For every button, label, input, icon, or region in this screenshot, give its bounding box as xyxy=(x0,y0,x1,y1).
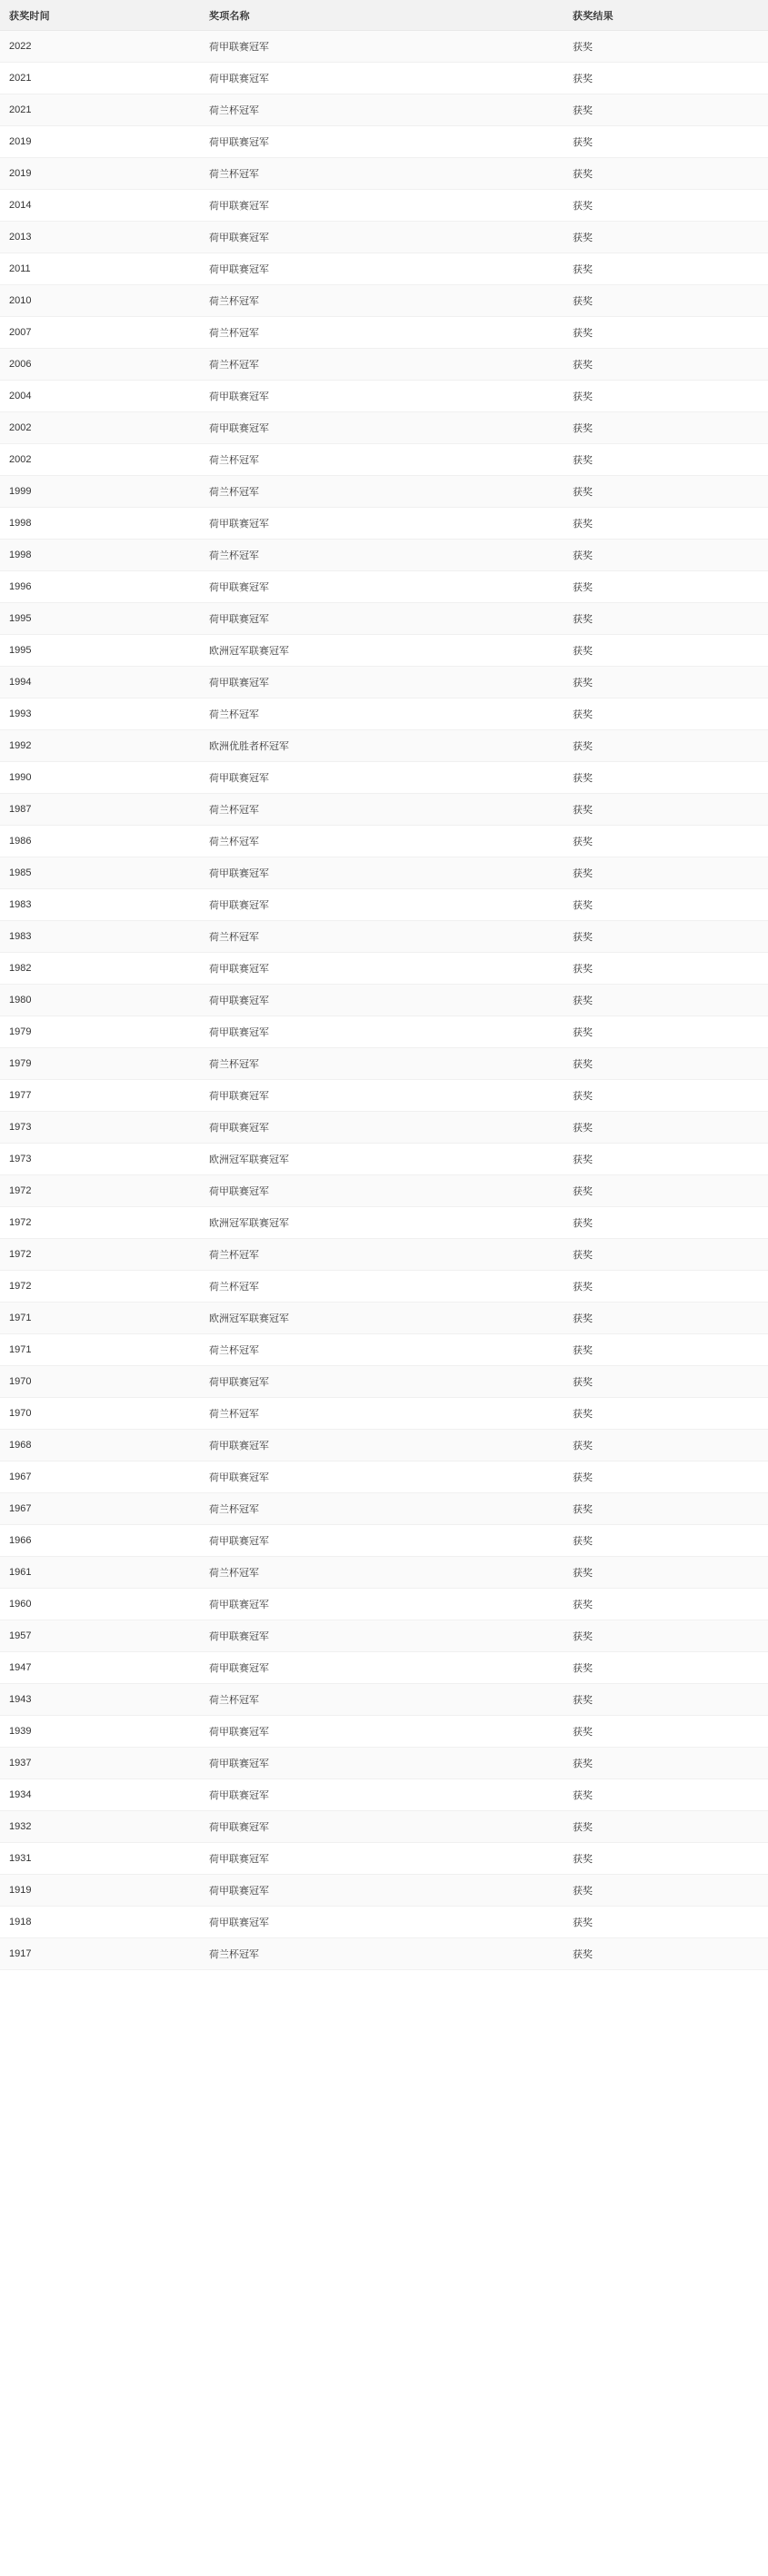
table-row xyxy=(0,158,768,190)
award-result-cell: 获奖 xyxy=(564,126,768,158)
award-time-cell: 1972 xyxy=(0,1271,200,1303)
award-name-cell: 荷兰杯冠军 xyxy=(200,1557,564,1589)
award-time-cell: 1970 xyxy=(0,1366,200,1398)
award-name-cell: 荷甲联赛冠军 xyxy=(200,953,564,985)
award-name-cell: 荷兰杯冠军 xyxy=(200,1493,564,1525)
award-name-cell: 荷甲联赛冠军 xyxy=(200,857,564,889)
table-row xyxy=(0,381,768,412)
award-name-cell: 荷甲联赛冠军 xyxy=(200,1175,564,1207)
award-result-cell: 获奖 xyxy=(564,1366,768,1398)
award-name-cell: 荷甲联赛冠军 xyxy=(200,1652,564,1684)
award-name-cell: 荷甲联赛冠军 xyxy=(200,1016,564,1048)
table-row xyxy=(0,1334,768,1366)
award-name-cell: 荷兰杯冠军 xyxy=(200,317,564,349)
award-time-cell: 1998 xyxy=(0,540,200,571)
award-name-cell: 荷甲联赛冠军 xyxy=(200,762,564,794)
award-time-cell: 1980 xyxy=(0,985,200,1016)
column-header-award-result: 获奖结果 xyxy=(564,0,768,31)
table-row xyxy=(0,31,768,63)
table-row xyxy=(0,1811,768,1843)
award-time-cell: 1966 xyxy=(0,1525,200,1557)
award-name-cell: 荷甲联赛冠军 xyxy=(200,667,564,698)
award-result-cell: 获奖 xyxy=(564,540,768,571)
award-result-cell: 获奖 xyxy=(564,1207,768,1239)
award-time-cell: 1939 xyxy=(0,1716,200,1748)
table-row xyxy=(0,698,768,730)
table-row xyxy=(0,1048,768,1080)
award-name-cell: 荷甲联赛冠军 xyxy=(200,1779,564,1811)
award-name-cell: 荷兰杯冠军 xyxy=(200,1938,564,1970)
table-row xyxy=(0,1175,768,1207)
award-name-cell: 荷甲联赛冠军 xyxy=(200,1716,564,1748)
table-row xyxy=(0,1684,768,1716)
column-header-award-name: 奖项名称 xyxy=(200,0,564,31)
award-time-cell: 1934 xyxy=(0,1779,200,1811)
award-result-cell: 获奖 xyxy=(564,826,768,857)
award-name-cell: 荷兰杯冠军 xyxy=(200,794,564,826)
award-time-cell: 1996 xyxy=(0,571,200,603)
award-name-cell: 荷甲联赛冠军 xyxy=(200,190,564,222)
award-result-cell: 获奖 xyxy=(564,1525,768,1557)
award-result-cell: 获奖 xyxy=(564,253,768,285)
award-name-cell: 荷甲联赛冠军 xyxy=(200,1811,564,1843)
award-result-cell: 获奖 xyxy=(564,1938,768,1970)
award-result-cell: 获奖 xyxy=(564,381,768,412)
award-name-cell: 荷甲联赛冠军 xyxy=(200,1589,564,1620)
award-time-cell: 1982 xyxy=(0,953,200,985)
table-row xyxy=(0,1525,768,1557)
award-time-cell: 1960 xyxy=(0,1589,200,1620)
award-result-cell: 获奖 xyxy=(564,794,768,826)
table-row xyxy=(0,1430,768,1461)
award-time-cell: 1919 xyxy=(0,1875,200,1907)
award-name-cell: 欧洲冠军联赛冠军 xyxy=(200,1144,564,1175)
award-result-cell: 获奖 xyxy=(564,889,768,921)
award-result-cell: 获奖 xyxy=(564,1112,768,1144)
table-row xyxy=(0,1875,768,1907)
award-result-cell: 获奖 xyxy=(564,1303,768,1334)
award-result-cell: 获奖 xyxy=(564,698,768,730)
award-name-cell: 荷兰杯冠军 xyxy=(200,826,564,857)
table-row xyxy=(0,508,768,540)
award-result-cell: 获奖 xyxy=(564,285,768,317)
award-time-cell: 1990 xyxy=(0,762,200,794)
award-time-cell: 1970 xyxy=(0,1398,200,1430)
award-time-cell: 2021 xyxy=(0,63,200,94)
award-name-cell: 荷甲联赛冠军 xyxy=(200,1112,564,1144)
table-row xyxy=(0,985,768,1016)
table-header xyxy=(0,0,768,31)
award-time-cell: 2007 xyxy=(0,317,200,349)
table-row xyxy=(0,1144,768,1175)
award-result-cell: 获奖 xyxy=(564,985,768,1016)
award-name-cell: 荷甲联赛冠军 xyxy=(200,1525,564,1557)
award-time-cell: 1971 xyxy=(0,1303,200,1334)
award-result-cell: 获奖 xyxy=(564,1048,768,1080)
table-row xyxy=(0,794,768,826)
award-time-cell: 1999 xyxy=(0,476,200,508)
award-time-cell: 1979 xyxy=(0,1016,200,1048)
table-row xyxy=(0,1016,768,1048)
table-header-row xyxy=(0,0,768,31)
award-result-cell: 获奖 xyxy=(564,1843,768,1875)
award-result-cell: 获奖 xyxy=(564,1684,768,1716)
table-row xyxy=(0,349,768,381)
award-result-cell: 获奖 xyxy=(564,190,768,222)
award-time-cell: 1985 xyxy=(0,857,200,889)
award-time-cell: 1994 xyxy=(0,667,200,698)
table-row xyxy=(0,857,768,889)
award-result-cell: 获奖 xyxy=(564,1175,768,1207)
table-row xyxy=(0,1080,768,1112)
table-row xyxy=(0,730,768,762)
award-time-cell: 1995 xyxy=(0,603,200,635)
award-time-cell: 2010 xyxy=(0,285,200,317)
award-time-cell: 1986 xyxy=(0,826,200,857)
award-time-cell: 1993 xyxy=(0,698,200,730)
table-row xyxy=(0,889,768,921)
award-result-cell: 获奖 xyxy=(564,1716,768,1748)
table-row xyxy=(0,1207,768,1239)
table-row xyxy=(0,1461,768,1493)
table-row xyxy=(0,94,768,126)
award-name-cell: 荷兰杯冠军 xyxy=(200,1271,564,1303)
award-result-cell: 获奖 xyxy=(564,1907,768,1938)
award-name-cell: 荷甲联赛冠军 xyxy=(200,571,564,603)
award-time-cell: 1937 xyxy=(0,1748,200,1779)
award-time-cell: 1917 xyxy=(0,1938,200,1970)
table-row xyxy=(0,1366,768,1398)
award-result-cell: 获奖 xyxy=(564,444,768,476)
award-result-cell: 获奖 xyxy=(564,1493,768,1525)
table-row xyxy=(0,667,768,698)
award-name-cell: 荷兰杯冠军 xyxy=(200,540,564,571)
award-result-cell: 获奖 xyxy=(564,317,768,349)
table-row xyxy=(0,1303,768,1334)
award-name-cell: 荷甲联赛冠军 xyxy=(200,253,564,285)
award-name-cell: 荷甲联赛冠军 xyxy=(200,1366,564,1398)
award-time-cell: 1995 xyxy=(0,635,200,667)
award-time-cell: 1918 xyxy=(0,1907,200,1938)
award-time-cell: 2004 xyxy=(0,381,200,412)
award-name-cell: 荷兰杯冠军 xyxy=(200,1398,564,1430)
award-result-cell: 获奖 xyxy=(564,635,768,667)
award-name-cell: 荷兰杯冠军 xyxy=(200,1239,564,1271)
table-row xyxy=(0,953,768,985)
table-row xyxy=(0,1112,768,1144)
award-result-cell: 获奖 xyxy=(564,1557,768,1589)
award-result-cell: 获奖 xyxy=(564,603,768,635)
award-time-cell: 2002 xyxy=(0,412,200,444)
award-time-cell: 1983 xyxy=(0,889,200,921)
award-name-cell: 荷兰杯冠军 xyxy=(200,349,564,381)
award-name-cell: 荷甲联赛冠军 xyxy=(200,1620,564,1652)
award-name-cell: 荷甲联赛冠军 xyxy=(200,63,564,94)
award-time-cell: 1967 xyxy=(0,1493,200,1525)
award-result-cell: 获奖 xyxy=(564,1811,768,1843)
award-name-cell: 荷甲联赛冠军 xyxy=(200,31,564,63)
table-row xyxy=(0,1748,768,1779)
table-row xyxy=(0,1779,768,1811)
table-row xyxy=(0,921,768,953)
table-row xyxy=(0,1239,768,1271)
award-time-cell: 1973 xyxy=(0,1112,200,1144)
award-time-cell: 1972 xyxy=(0,1175,200,1207)
table-row xyxy=(0,1907,768,1938)
table-row xyxy=(0,444,768,476)
award-result-cell: 获奖 xyxy=(564,31,768,63)
award-result-cell: 获奖 xyxy=(564,1144,768,1175)
award-name-cell: 荷甲联赛冠军 xyxy=(200,889,564,921)
award-name-cell: 荷甲联赛冠军 xyxy=(200,1843,564,1875)
award-result-cell: 获奖 xyxy=(564,1430,768,1461)
award-name-cell: 荷兰杯冠军 xyxy=(200,1334,564,1366)
award-name-cell: 荷甲联赛冠军 xyxy=(200,1875,564,1907)
award-name-cell: 荷兰杯冠军 xyxy=(200,158,564,190)
award-result-cell: 获奖 xyxy=(564,1779,768,1811)
table-row xyxy=(0,1938,768,1970)
award-time-cell: 2022 xyxy=(0,31,200,63)
award-name-cell: 荷兰杯冠军 xyxy=(200,1684,564,1716)
award-name-cell: 荷甲联赛冠军 xyxy=(200,1907,564,1938)
award-result-cell: 获奖 xyxy=(564,158,768,190)
award-result-cell: 获奖 xyxy=(564,571,768,603)
award-name-cell: 荷兰杯冠军 xyxy=(200,921,564,953)
table-row xyxy=(0,1589,768,1620)
award-result-cell: 获奖 xyxy=(564,94,768,126)
table-row xyxy=(0,1843,768,1875)
table-row xyxy=(0,1493,768,1525)
table-row xyxy=(0,1398,768,1430)
award-name-cell: 荷甲联赛冠军 xyxy=(200,412,564,444)
award-time-cell: 1961 xyxy=(0,1557,200,1589)
award-name-cell: 荷兰杯冠军 xyxy=(200,698,564,730)
award-result-cell: 获奖 xyxy=(564,1080,768,1112)
award-result-cell: 获奖 xyxy=(564,63,768,94)
award-name-cell: 荷甲联赛冠军 xyxy=(200,1461,564,1493)
award-name-cell: 欧洲冠军联赛冠军 xyxy=(200,635,564,667)
award-result-cell: 获奖 xyxy=(564,1271,768,1303)
award-name-cell: 欧洲冠军联赛冠军 xyxy=(200,1207,564,1239)
award-time-cell: 1971 xyxy=(0,1334,200,1366)
table-row xyxy=(0,126,768,158)
award-time-cell: 2021 xyxy=(0,94,200,126)
award-result-cell: 获奖 xyxy=(564,412,768,444)
award-result-cell: 获奖 xyxy=(564,1620,768,1652)
award-time-cell: 2014 xyxy=(0,190,200,222)
award-time-cell: 1987 xyxy=(0,794,200,826)
table-body xyxy=(0,31,768,1970)
award-name-cell: 欧洲优胜者杯冠军 xyxy=(200,730,564,762)
award-name-cell: 荷甲联赛冠军 xyxy=(200,222,564,253)
award-time-cell: 2019 xyxy=(0,158,200,190)
table-row xyxy=(0,190,768,222)
award-result-cell: 获奖 xyxy=(564,762,768,794)
award-time-cell: 2011 xyxy=(0,253,200,285)
award-result-cell: 获奖 xyxy=(564,857,768,889)
table-row xyxy=(0,317,768,349)
award-name-cell: 荷兰杯冠军 xyxy=(200,1048,564,1080)
award-result-cell: 获奖 xyxy=(564,667,768,698)
table-row xyxy=(0,253,768,285)
award-name-cell: 荷兰杯冠军 xyxy=(200,285,564,317)
award-name-cell: 荷甲联赛冠军 xyxy=(200,381,564,412)
award-name-cell: 荷甲联赛冠军 xyxy=(200,603,564,635)
table-row xyxy=(0,603,768,635)
award-result-cell: 获奖 xyxy=(564,1875,768,1907)
table-row xyxy=(0,1716,768,1748)
award-time-cell: 1931 xyxy=(0,1843,200,1875)
award-result-cell: 获奖 xyxy=(564,1652,768,1684)
award-name-cell: 荷兰杯冠军 xyxy=(200,94,564,126)
award-name-cell: 荷甲联赛冠军 xyxy=(200,1430,564,1461)
award-time-cell: 2013 xyxy=(0,222,200,253)
table-row xyxy=(0,63,768,94)
award-name-cell: 荷甲联赛冠军 xyxy=(200,1080,564,1112)
award-time-cell: 1983 xyxy=(0,921,200,953)
award-result-cell: 获奖 xyxy=(564,508,768,540)
award-name-cell: 荷甲联赛冠军 xyxy=(200,985,564,1016)
award-time-cell: 1947 xyxy=(0,1652,200,1684)
table-row xyxy=(0,1620,768,1652)
table-row xyxy=(0,222,768,253)
award-name-cell: 荷兰杯冠军 xyxy=(200,444,564,476)
award-result-cell: 获奖 xyxy=(564,1334,768,1366)
table-row xyxy=(0,826,768,857)
table-row xyxy=(0,1652,768,1684)
award-result-cell: 获奖 xyxy=(564,730,768,762)
award-result-cell: 获奖 xyxy=(564,1748,768,1779)
award-time-cell: 1932 xyxy=(0,1811,200,1843)
table-row xyxy=(0,635,768,667)
award-name-cell: 荷甲联赛冠军 xyxy=(200,508,564,540)
table-row xyxy=(0,571,768,603)
award-result-cell: 获奖 xyxy=(564,953,768,985)
award-time-cell: 1977 xyxy=(0,1080,200,1112)
award-time-cell: 2019 xyxy=(0,126,200,158)
award-time-cell: 2002 xyxy=(0,444,200,476)
award-result-cell: 获奖 xyxy=(564,921,768,953)
award-result-cell: 获奖 xyxy=(564,1016,768,1048)
table-row xyxy=(0,412,768,444)
table-row xyxy=(0,1557,768,1589)
award-result-cell: 获奖 xyxy=(564,1239,768,1271)
award-time-cell: 1967 xyxy=(0,1461,200,1493)
award-result-cell: 获奖 xyxy=(564,1589,768,1620)
table-row xyxy=(0,540,768,571)
award-time-cell: 1972 xyxy=(0,1207,200,1239)
award-time-cell: 1973 xyxy=(0,1144,200,1175)
award-time-cell: 1979 xyxy=(0,1048,200,1080)
award-result-cell: 获奖 xyxy=(564,222,768,253)
award-name-cell: 欧洲冠军联赛冠军 xyxy=(200,1303,564,1334)
award-time-cell: 1968 xyxy=(0,1430,200,1461)
table-row xyxy=(0,1271,768,1303)
award-time-cell: 1957 xyxy=(0,1620,200,1652)
award-time-cell: 1943 xyxy=(0,1684,200,1716)
award-result-cell: 获奖 xyxy=(564,349,768,381)
award-result-cell: 获奖 xyxy=(564,476,768,508)
award-name-cell: 荷甲联赛冠军 xyxy=(200,1748,564,1779)
table-row xyxy=(0,476,768,508)
table-row xyxy=(0,285,768,317)
award-name-cell: 荷兰杯冠军 xyxy=(200,476,564,508)
award-time-cell: 1972 xyxy=(0,1239,200,1271)
award-time-cell: 1998 xyxy=(0,508,200,540)
award-result-cell: 获奖 xyxy=(564,1398,768,1430)
table-row xyxy=(0,762,768,794)
award-name-cell: 荷甲联赛冠军 xyxy=(200,126,564,158)
award-time-cell: 2006 xyxy=(0,349,200,381)
column-header-award-time: 获奖时间 xyxy=(0,0,200,31)
award-time-cell: 1992 xyxy=(0,730,200,762)
award-result-cell: 获奖 xyxy=(564,1461,768,1493)
